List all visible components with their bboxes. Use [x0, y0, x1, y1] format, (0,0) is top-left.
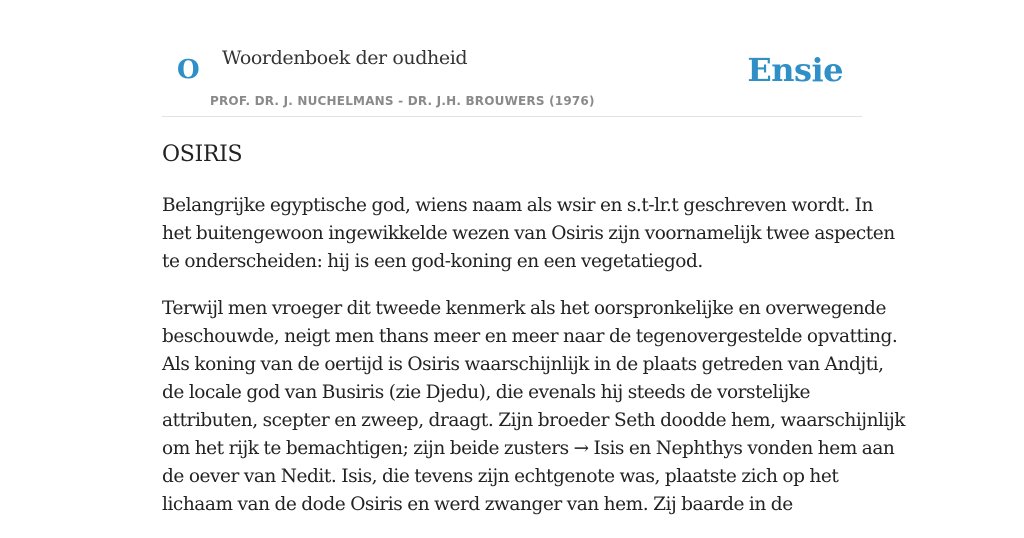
- text-line: attributen, scepter en zweep, draagt. Zijn broeder Seth doodde hem, waarschijnlijk: [162, 410, 906, 431]
- entry-paragraph-2: [162, 295, 906, 519]
- text-line: beschouwde, neigt men thans meer en meer naar de tegenovergestelde opvatting.: [162, 326, 898, 347]
- text-line: Terwijl men vroeger dit tweede kenmerk als het oorspronkelijke en overwegende: [162, 298, 886, 319]
- entry-title: OSIRIS: [162, 142, 243, 167]
- ensie-logo-link[interactable]: Ensie: [747, 51, 843, 89]
- text-line: het buitengewoon ingewikkelde wezen van Osiris zijn voornamelijk twee aspecten: [162, 223, 895, 244]
- text-line: Belangrijke egyptische god, wiens naam als wsir en s.t-lr.t geschreven wordt. In: [162, 195, 873, 216]
- dictionary-entry-page: [162, 0, 906, 515]
- text-line: lichaam van de dode Osiris en werd zwanger van hem. Zij baarde in de: [162, 494, 793, 515]
- entry-paragraph-1: [162, 192, 895, 276]
- book-title[interactable]: Woordenboek der oudheid: [222, 47, 468, 69]
- entry-body: [162, 192, 906, 538]
- text-line: Als koning van de oertijd is Osiris waarschijnlijk in de plaats getreden van Andjti,: [162, 354, 884, 375]
- letter-index-link[interactable]: O: [177, 55, 200, 85]
- book-authors: PROF. DR. J. NUCHELMANS - DR. J.H. BROUWERS (1976): [210, 94, 595, 108]
- text-line: om het rijk te bemachtigen; zijn beide zusters → Isis en Nephthys vonden hem aan: [162, 438, 895, 459]
- text-line: de oever van Nedit. Isis, die tevens zijn echtgenote was, plaatste zich op het: [162, 466, 839, 487]
- entry-header: [162, 0, 862, 117]
- text-line: de locale god van Busiris (zie Djedu), die evenals hij steeds de vorstelijke: [162, 382, 811, 403]
- text-line: te onderscheiden: hij is een god-koning en een vegetatiegod.: [162, 251, 703, 272]
